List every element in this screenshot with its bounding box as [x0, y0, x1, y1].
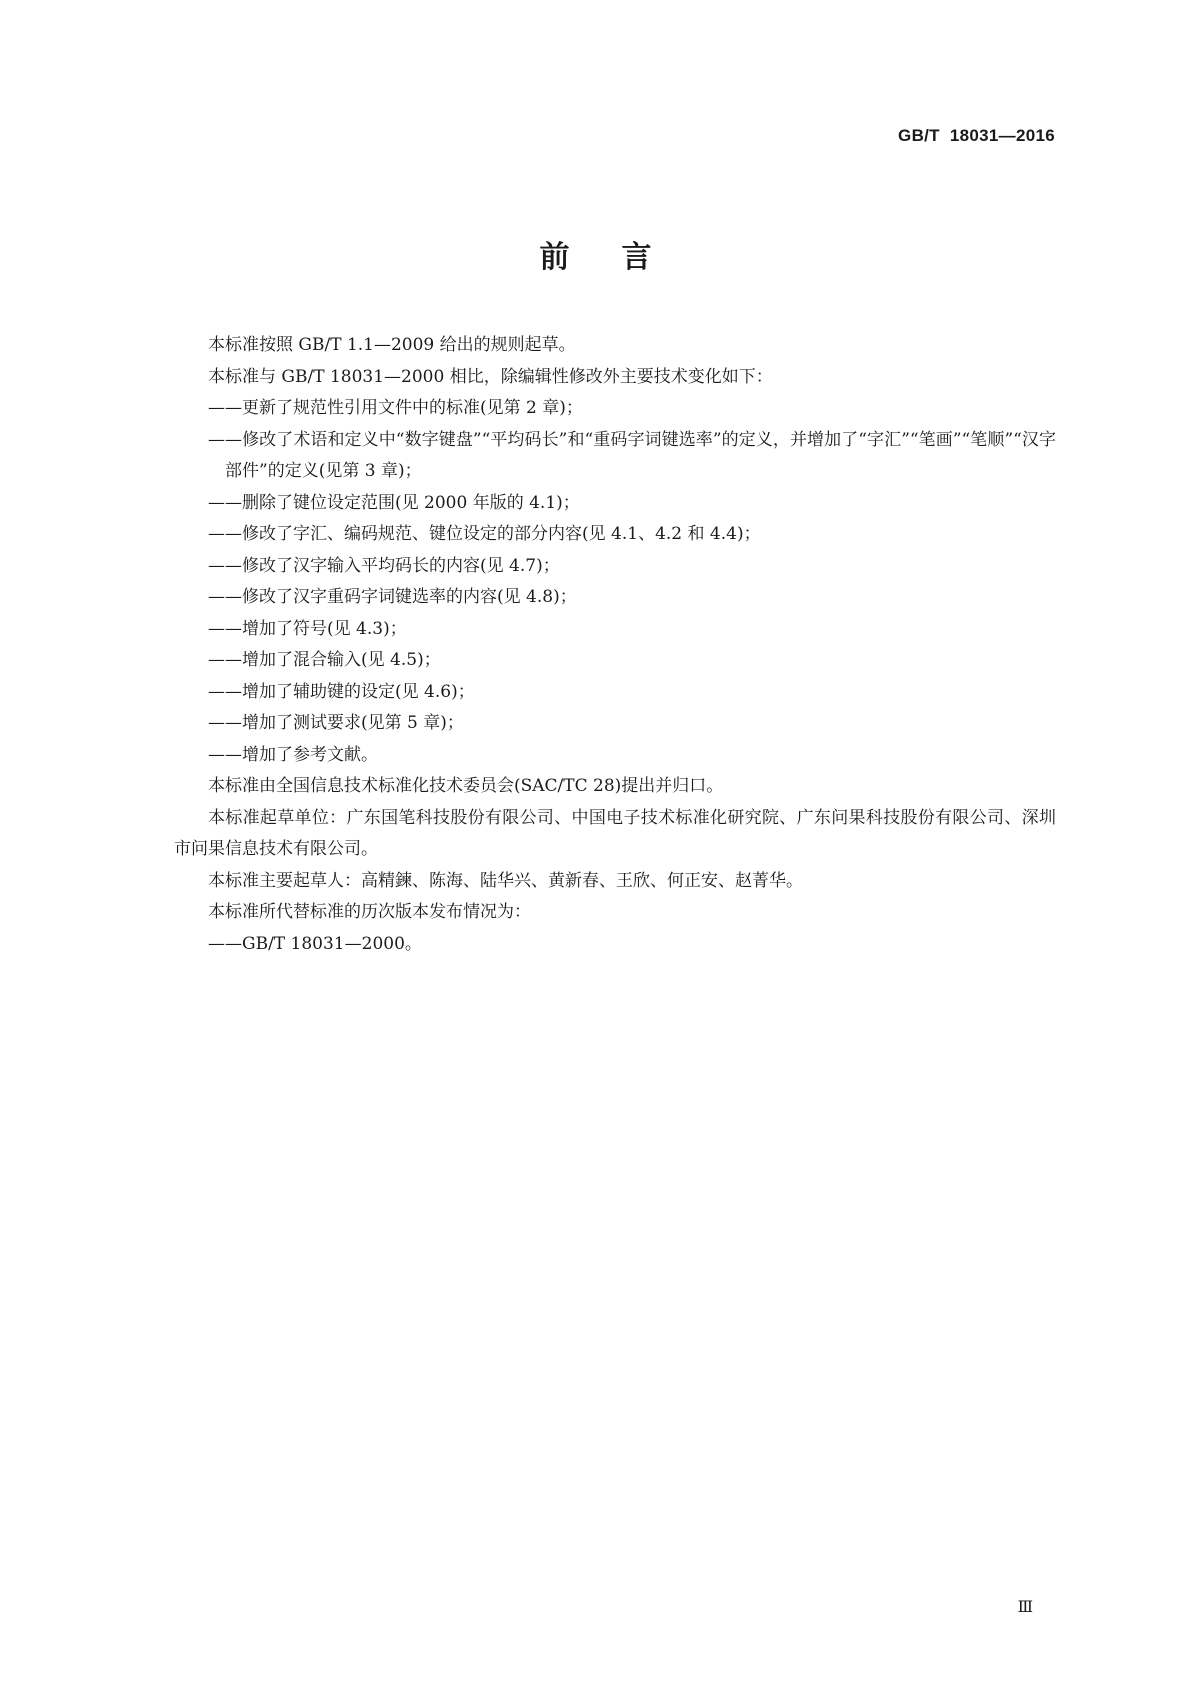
list-item-change: ——修改了字汇、编码规范、键位设定的部分内容(见 4.1、4.2 和 4.4)；: [208, 524, 761, 544]
paragraph-drafting-units: 本标准起草单位：广东国笔科技股份有限公司、中国电子技术标准化研究院、广东问果科技股份有限公司、深圳市问果信息技术有限公司。: [174, 807, 1056, 859]
paragraph-history-intro: 本标准所代替标准的历次版本发布情况为：: [208, 902, 531, 922]
list-item-change: ——增加了测试要求(见第 5 章)；: [208, 713, 464, 733]
list-item-change: ——修改了汉字重码字词键选率的内容(见 4.8)；: [208, 587, 577, 607]
list-item-change: ——修改了术语和定义中“数字键盘”“平均码长”和“重码字词键选率”的定义，并增加了“字汇”“笔画”“笔顺”“汉字部件”的定义(见第 3 章)；: [208, 429, 1056, 481]
list-item-change: ——增加了辅助键的设定(见 4.6)；: [208, 681, 475, 702]
standard-code-number: 18031—2016: [949, 126, 1055, 145]
standard-code-prefix: GB/T: [898, 126, 940, 145]
list-item-change: ——增加了混合输入(见 4.5)；: [208, 650, 441, 670]
paragraph-proposer: 本标准由全国信息技术标准化技术委员会(SAC/TC 28)提出并归口。: [208, 776, 724, 796]
page-title: 前言: [539, 240, 704, 275]
standard-code: [898, 126, 1055, 146]
list-item-change: ——更新了规范性引用文件中的标准(见第 2 章)；: [208, 398, 583, 418]
list-item-change: ——删除了键位设定范围(见 2000 年版的 4.1)；: [208, 492, 580, 513]
list-item-history: ——GB/T 18031—2000。: [208, 933, 422, 954]
document-body: [174, 330, 1056, 960]
list-item-change: ——修改了汉字输入平均码长的内容(见 4.7)；: [208, 555, 560, 576]
page-number: Ⅲ: [1017, 1597, 1033, 1616]
list-item-change: ——增加了符号(见 4.3)；: [208, 618, 407, 639]
list-item-change: ——增加了参考文献。: [208, 744, 378, 765]
paragraph-drafters: 本标准主要起草人：高精鍊、陈海、陆华兴、黄新春、王欣、何正安、赵菁华。: [208, 870, 803, 891]
paragraph-drafting-rules: 本标准按照 GB/T 1.1—2009 给出的规则起草。: [208, 335, 576, 355]
paragraph-changes-intro: 本标准与 GB/T 18031—2000 相比，除编辑性修改外主要技术变化如下：: [208, 366, 773, 387]
